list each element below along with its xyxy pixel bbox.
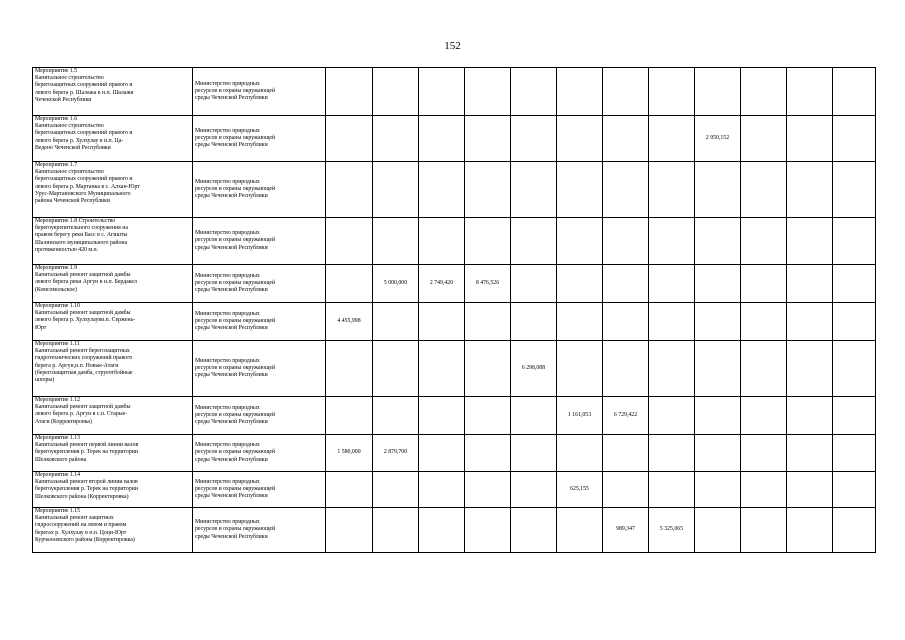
value-cell	[649, 397, 695, 435]
value-cell	[419, 116, 465, 162]
value-cell	[557, 265, 603, 303]
value-cell	[649, 472, 695, 508]
value-cell	[741, 68, 787, 116]
table-row	[33, 472, 876, 508]
value-cell	[557, 68, 603, 116]
value-cell	[511, 303, 557, 341]
value-cell	[373, 303, 419, 341]
value-cell: 4 455,998	[326, 303, 373, 341]
value-cell	[649, 265, 695, 303]
executor-cell: Министерство природных ресурсов и охраны окружающей среды Чеченской Республики	[193, 435, 326, 472]
value-cell: 6 298,088	[511, 341, 557, 397]
table-row	[33, 303, 876, 341]
value-cell	[419, 162, 465, 218]
value-cell	[511, 68, 557, 116]
value-cell	[741, 508, 787, 553]
value-cell	[603, 303, 649, 341]
value-cell	[326, 265, 373, 303]
value-cell	[603, 68, 649, 116]
value-cell	[741, 162, 787, 218]
executor-cell: Министерство природных ресурсов и охраны окружающей среды Чеченской Республики	[193, 265, 326, 303]
value-cell	[326, 397, 373, 435]
value-cell	[603, 435, 649, 472]
value-cell	[695, 218, 741, 265]
activity-cell: Мероприятие 1.7 Капитальное строительство берегозащитных сооружений правого и левого берега р. Мартанка в с. Алхан-Юрт Урус-Мартановского Муниципального района Чеченской Республики	[33, 162, 193, 218]
value-cell	[326, 472, 373, 508]
value-cell	[741, 472, 787, 508]
value-cell	[649, 303, 695, 341]
activity-cell: Мероприятие 1.8 Строительство берегоукрепительного сооружения на правом берегу реки Басс в с. Агишты Шалинского муниципального района протяженностью 420 м.п.	[33, 218, 193, 265]
value-cell: 1 161,053	[557, 397, 603, 435]
value-cell	[373, 116, 419, 162]
value-cell	[603, 472, 649, 508]
executor-cell: Министерство природных ресурсов и охраны окружающей среды Чеченской Республики	[193, 116, 326, 162]
value-cell	[695, 435, 741, 472]
executor-cell: Министерство природных ресурсов и охраны окружающей среды Чеченской Республики	[193, 303, 326, 341]
value-cell	[465, 162, 511, 218]
value-cell	[787, 218, 833, 265]
activity-cell: Мероприятие 1.9 Капитальный ремонт защитной дамбы левого берега реки Аргун в н.п. Бердакел (Комсомольское)	[33, 265, 193, 303]
value-cell	[557, 303, 603, 341]
table-row	[33, 508, 876, 553]
value-cell	[326, 162, 373, 218]
value-cell: 5 000,000	[373, 265, 419, 303]
value-cell	[603, 116, 649, 162]
value-cell	[373, 508, 419, 553]
value-cell	[465, 397, 511, 435]
value-cell	[511, 265, 557, 303]
activity-cell: Мероприятие 1.6 Капитальное строительство берегозащитных сооружений правого и левого берега р. Хулхулау в н.п. Ца- Ведено Чеченской Республики	[33, 116, 193, 162]
executor-cell: Министерство природных ресурсов и охраны окружающей среды Чеченской Республики	[193, 341, 326, 397]
activity-cell: Мероприятие 1.15 Капитальный ремонт защитных гидросооружений на левом и правом берегах р. Хулхулау в н.п. Цоци-Юрт Курчалоевского района (Корректировка)	[33, 508, 193, 553]
table-row	[33, 397, 876, 435]
value-cell	[833, 472, 876, 508]
page-number: 152	[444, 40, 461, 52]
table-row	[33, 265, 876, 303]
value-cell	[419, 341, 465, 397]
value-cell	[649, 341, 695, 397]
value-cell	[465, 341, 511, 397]
activity-cell: Мероприятие 1.14 Капитальный ремонт второй линии валов берегоукрепления р. Терек на территории Шелковского района (Корректировка)	[33, 472, 193, 508]
value-cell	[603, 162, 649, 218]
value-cell: 625,155	[557, 472, 603, 508]
value-cell	[419, 435, 465, 472]
value-cell	[695, 265, 741, 303]
value-cell	[833, 435, 876, 472]
value-cell	[833, 397, 876, 435]
executor-cell: Министерство природных ресурсов и охраны окружающей среды Чеченской Республики	[193, 218, 326, 265]
executor-cell: Министерство природных ресурсов и охраны окружающей среды Чеченской Республики	[193, 162, 326, 218]
value-cell	[649, 162, 695, 218]
activity-cell: Мероприятие 1.12 Капитальный ремонт защитной дамбы левого берега р. Аргун в с.п. Старые- Атаги (Корректировка)	[33, 397, 193, 435]
value-cell	[465, 508, 511, 553]
value-cell: 1 580,000	[326, 435, 373, 472]
value-cell	[741, 341, 787, 397]
value-cell	[649, 218, 695, 265]
value-cell	[511, 508, 557, 553]
value-cell	[833, 116, 876, 162]
value-cell	[373, 472, 419, 508]
value-cell	[557, 218, 603, 265]
value-cell	[373, 341, 419, 397]
value-cell	[787, 303, 833, 341]
value-cell	[787, 265, 833, 303]
value-cell	[787, 341, 833, 397]
value-cell	[326, 508, 373, 553]
value-cell	[741, 435, 787, 472]
value-cell: 2 749,420	[419, 265, 465, 303]
value-cell: 2 950,152	[695, 116, 741, 162]
activity-cell: Мероприятие 1.11 Капитальный ремонт берегозащитных гидротехнических сооружений правого берега р. Аргун,н.п. Новые-Атаги (берегозащитная дамба, струеотбойные шпоры)	[33, 341, 193, 397]
value-cell	[465, 435, 511, 472]
value-cell	[833, 68, 876, 116]
value-cell: 8 476,526	[465, 265, 511, 303]
value-cell	[695, 472, 741, 508]
executor-cell: Министерство природных ресурсов и охраны окружающей среды Чеченской Республики	[193, 508, 326, 553]
value-cell	[373, 218, 419, 265]
executor-cell: Министерство природных ресурсов и охраны окружающей среды Чеченской Республики	[193, 472, 326, 508]
value-cell	[695, 303, 741, 341]
value-cell: 2 879,700	[373, 435, 419, 472]
value-cell	[787, 162, 833, 218]
value-cell	[465, 116, 511, 162]
value-cell	[326, 68, 373, 116]
value-cell	[695, 68, 741, 116]
value-cell	[557, 435, 603, 472]
value-cell	[557, 162, 603, 218]
value-cell	[833, 265, 876, 303]
value-cell	[373, 162, 419, 218]
value-cell	[419, 218, 465, 265]
value-cell	[511, 162, 557, 218]
table-row	[33, 68, 876, 116]
value-cell	[511, 218, 557, 265]
activities-table	[32, 67, 876, 553]
value-cell	[511, 472, 557, 508]
value-cell	[741, 397, 787, 435]
value-cell	[787, 508, 833, 553]
table-row	[33, 341, 876, 397]
value-cell	[833, 162, 876, 218]
table-row	[33, 116, 876, 162]
value-cell	[419, 508, 465, 553]
value-cell	[741, 116, 787, 162]
value-cell	[833, 508, 876, 553]
value-cell	[511, 116, 557, 162]
value-cell	[741, 303, 787, 341]
value-cell: 5 325,065	[649, 508, 695, 553]
value-cell: 989,347	[603, 508, 649, 553]
activity-cell: Мероприятие 1.5 Капитальное строительство берегозащитных сооружений правого и левого берега р. Шалажа в н.п. Шалажи Чеченской Республики	[33, 68, 193, 116]
value-cell	[695, 162, 741, 218]
value-cell	[603, 218, 649, 265]
value-cell	[557, 508, 603, 553]
value-cell	[833, 341, 876, 397]
value-cell	[649, 116, 695, 162]
value-cell	[557, 116, 603, 162]
value-cell	[419, 472, 465, 508]
value-cell	[695, 508, 741, 553]
value-cell	[787, 397, 833, 435]
activity-cell: Мероприятие 1.10 Капитальный ремонт защитной дамбы левого берега р. Хулхулауви.п. Сержень- Юрт	[33, 303, 193, 341]
value-cell	[695, 341, 741, 397]
value-cell	[419, 397, 465, 435]
value-cell	[419, 68, 465, 116]
value-cell	[695, 397, 741, 435]
value-cell	[741, 265, 787, 303]
value-cell	[326, 341, 373, 397]
value-cell	[373, 68, 419, 116]
value-cell	[419, 303, 465, 341]
value-cell	[787, 472, 833, 508]
value-cell	[326, 116, 373, 162]
value-cell: 6 729,422	[603, 397, 649, 435]
value-cell	[465, 218, 511, 265]
value-cell	[833, 218, 876, 265]
executor-cell: Министерство природных ресурсов и охраны окружающей среды Чеченской Республики	[193, 68, 326, 116]
value-cell	[465, 68, 511, 116]
value-cell	[741, 218, 787, 265]
value-cell	[465, 303, 511, 341]
value-cell	[557, 341, 603, 397]
table-row	[33, 218, 876, 265]
value-cell	[373, 397, 419, 435]
activity-cell: Мероприятие 1.13 Капитальный ремонт первой линии валов берегоукрепления р. Терек на территории Шелковского района	[33, 435, 193, 472]
value-cell	[833, 303, 876, 341]
table-row	[33, 162, 876, 218]
executor-cell: Министерство природных ресурсов и охраны окружающей среды Чеченской Республики	[193, 397, 326, 435]
table-row	[33, 435, 876, 472]
value-cell	[603, 341, 649, 397]
value-cell	[603, 265, 649, 303]
value-cell	[787, 68, 833, 116]
value-cell	[649, 68, 695, 116]
value-cell	[326, 218, 373, 265]
value-cell	[787, 116, 833, 162]
value-cell	[511, 397, 557, 435]
value-cell	[465, 472, 511, 508]
value-cell	[511, 435, 557, 472]
value-cell	[787, 435, 833, 472]
value-cell	[649, 435, 695, 472]
